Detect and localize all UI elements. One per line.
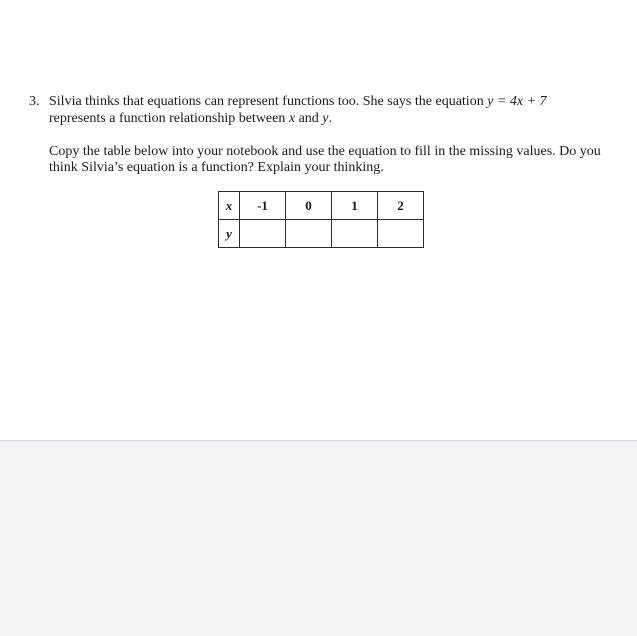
question-line-2 xyxy=(49,111,332,127)
table-cell-empty xyxy=(286,220,332,248)
question-text-prefix: Silvia thinks that equations can represent functions too. She says the equation xyxy=(49,94,488,109)
values-table xyxy=(218,191,424,248)
table-cell: 0 xyxy=(286,192,332,220)
question-line-1 xyxy=(49,94,547,110)
table-cell-empty xyxy=(378,220,424,248)
instruction-line-1: Copy the table below into your notebook and use the equation to fill in the missing values. Do you xyxy=(49,144,601,159)
question-text-period: . xyxy=(328,111,333,126)
table-cell-empty xyxy=(240,220,286,248)
question-number: 3. xyxy=(29,94,40,109)
table-cell: 1 xyxy=(332,192,378,220)
question-text-relationship: represents a function relationship between xyxy=(49,111,289,126)
background-area xyxy=(0,441,637,636)
table-cell-empty xyxy=(332,220,378,248)
table-cell: -1 xyxy=(240,192,286,220)
row-label-x: x xyxy=(219,192,240,220)
table-cell: 2 xyxy=(378,192,424,220)
row-label-y: y xyxy=(219,220,240,248)
instruction-line-2: think Silvia’s equation is a function? Explain your thinking. xyxy=(49,160,384,175)
table-row-x xyxy=(219,192,424,220)
question-text-and: and xyxy=(295,111,323,126)
variable-x: x xyxy=(288,111,296,126)
variable-y: y xyxy=(322,111,329,126)
table-row-y xyxy=(219,220,424,248)
equation: y = 4x + 7 xyxy=(487,94,547,109)
